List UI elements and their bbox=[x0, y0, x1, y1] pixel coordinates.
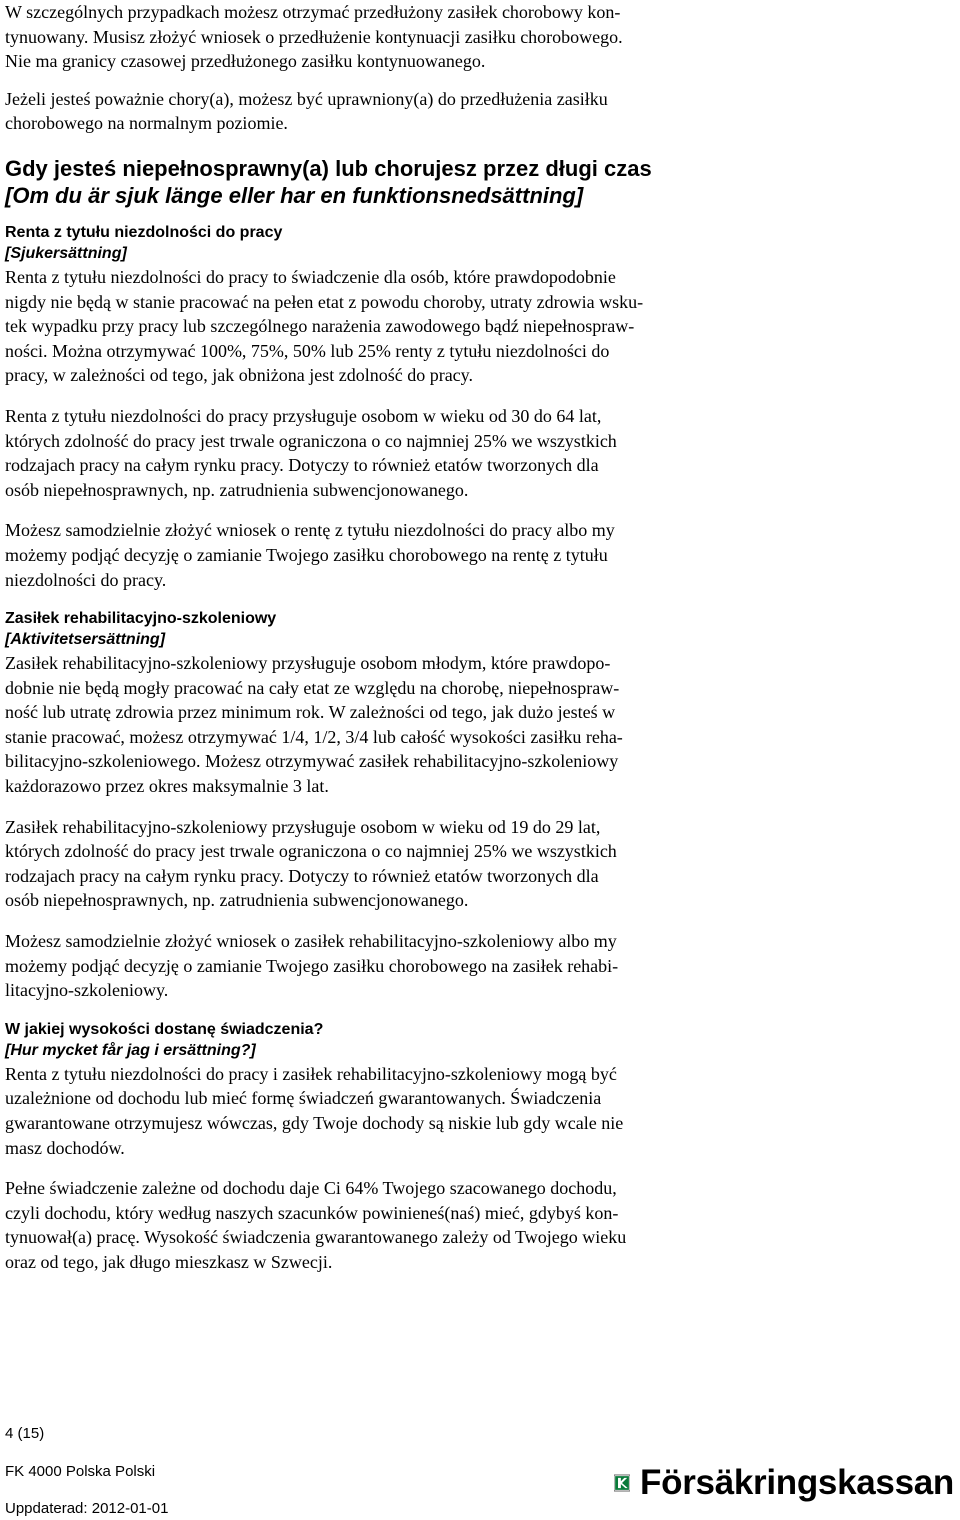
wysokosc-paragraph-1: Renta z tytułu niezdolności do pracy i zasiłek rehabilitacyjno-szkoleniowy mogą być uzależnione od dochodu lub mieć formę świadczeń gwarantowanych. Świadczenia gwarantowane otrzymujesz wówczas, gdy Twoje dochody są niskie lub gdy wcale nie masz dochodów. bbox=[5, 1063, 624, 1158]
wysokosc-paragraph-2: Pełne świadczenie zależne od dochodu daje Ci 64% Twojego szacowanego dochodu, czyli dochodu, który według naszych szacunków powinieneś(naś) mieć, gdybyś kon- tynuował(a) pracę. Wysokość świadczenia gwarantowanego zależy od Twojego wieku oraz od tego, jak długo mieszkasz w Szwecji. bbox=[5, 1178, 627, 1272]
wysokosc-heading: W jakiej wysokości dostanę świadczenia? bbox=[5, 1020, 324, 1038]
form-id: FK 4000 Polska Polski bbox=[5, 1463, 156, 1480]
logo-text: Försäkringskassan bbox=[640, 1463, 954, 1502]
document-page bbox=[5, 0, 950, 1275]
renta-paragraph-1: Renta z tytułu niezdolności do pracy to świadczenie dla osób, które prawdopodobnie nigdy nie będą w stanie pracować na pełen etat z powodu choroby, utraty zdrowia wsku- tek wypadku przy pracy lub szczególnego narażenia zawodowego bądź niepełnospraw- ności. Można otrzymywać 100%, 75%, 50% lub 25% renty z tytułu niezdolności do pracy, w zależności od tego, jak obniżona jest zdolność do pracy. bbox=[5, 266, 644, 386]
page-number: 4 (15) bbox=[5, 1425, 45, 1442]
zasilek-heading-swedish: [Aktivitetsersättning] bbox=[5, 631, 166, 649]
zasilek-heading: Zasiłek rehabilitacyjno-szkoleniowy bbox=[5, 610, 277, 628]
renta-paragraph-2: Renta z tytułu niezdolności do pracy przysługuje osobom w wieku od 30 do 64 lat, których zdolność do pracy jest trwale ograniczona o co najmniej 25% we wszystkich rodzajach pracy na całym rynku pracy. Dotyczy to również etatów tworzonych dla osób niepełnosprawnych, np. zatrudnienia subwencjonowanego. bbox=[5, 405, 617, 500]
renta-heading-swedish: [Sjukersättning] bbox=[5, 244, 127, 262]
wysokosc-heading-swedish: [Hur mycket får jag i ersättning?] bbox=[5, 1041, 256, 1059]
renta-heading: Renta z tytułu niezdolności do pracy bbox=[5, 223, 283, 241]
forsakringskassan-logo-icon bbox=[614, 1455, 630, 1511]
zasilek-paragraph-2: Zasiłek rehabilitacyjno-szkoleniowy przysługuje osobom w wieku od 19 do 29 lat, których zdolność do pracy jest trwale ograniczona o co najmniej 25% we wszystkich rodzajach pracy na całym rynku pracy. Dotyczy to również etatów tworzonych dla osób niepełnosprawnych, np. zatrudnienia subwencjonowanego. bbox=[5, 816, 617, 911]
section-heading: Gdy jesteś niepełnosprawny(a) lub chorujesz przez długi czas bbox=[5, 155, 652, 181]
zasilek-paragraph-1: Zasiłek rehabilitacyjno-szkoleniowy przysługuje osobom młodym, które prawdopo- dobnie nie będą mogły pracować na cały etat ze względu na chorobę, niepełnospraw- ność lub utratę zdrowia przez minimum rok. W zależności od tego, jak dużo jesteś w stanie pracować, możesz otrzymywać 1/4, 1/2, 3/4 lub całość wysokości zasiłku reha- bilitacyjno-szkoleniowego. Możesz otrzymywać zasiłek rehabilitacyjno-szkoleniowy każdorazowo przez okres maksymalnie 3 lat. bbox=[5, 653, 623, 797]
updated-date: Uppdaterad: 2012-01-01 bbox=[5, 1500, 169, 1517]
intro-paragraph-2: Jeżeli jesteś poważnie chory(a), możesz być uprawniony(a) do przedłużenia zasiłku chorobowego na normalnym poziomie. bbox=[5, 88, 608, 134]
zasilek-paragraph-3: Możesz samodzielnie złożyć wniosek o zasiłek rehabilitacyjno-szkoleniowy albo my możemy podjąć decyzję o zamianie Twojego zasiłku chorobowego na zasiłek rehabi- litacyjno-szkoleniowy. bbox=[5, 931, 619, 1001]
intro-paragraph-1: W szczególnych przypadkach możesz otrzymać przedłużony zasiłek chorobowy kon- tynuowany. Musisz złożyć wniosek o przedłużenie kontynuacji zasiłku chorobowego. Nie ma granicy czasowej przedłużonego zasiłku kontynuowanego. bbox=[5, 2, 623, 72]
renta-paragraph-3: Możesz samodzielnie złożyć wniosek o rentę z tytułu niezdolności do pracy albo my możemy podjąć decyzję o zamianie Twojego zasiłku chorobowego na rentę z tytułu niezdolności do pracy. bbox=[5, 520, 615, 590]
forsakringskassan-logo bbox=[614, 1453, 954, 1513]
section-heading-swedish: [Om du är sjuk länge eller har en funktionsnedsättning] bbox=[5, 182, 584, 208]
